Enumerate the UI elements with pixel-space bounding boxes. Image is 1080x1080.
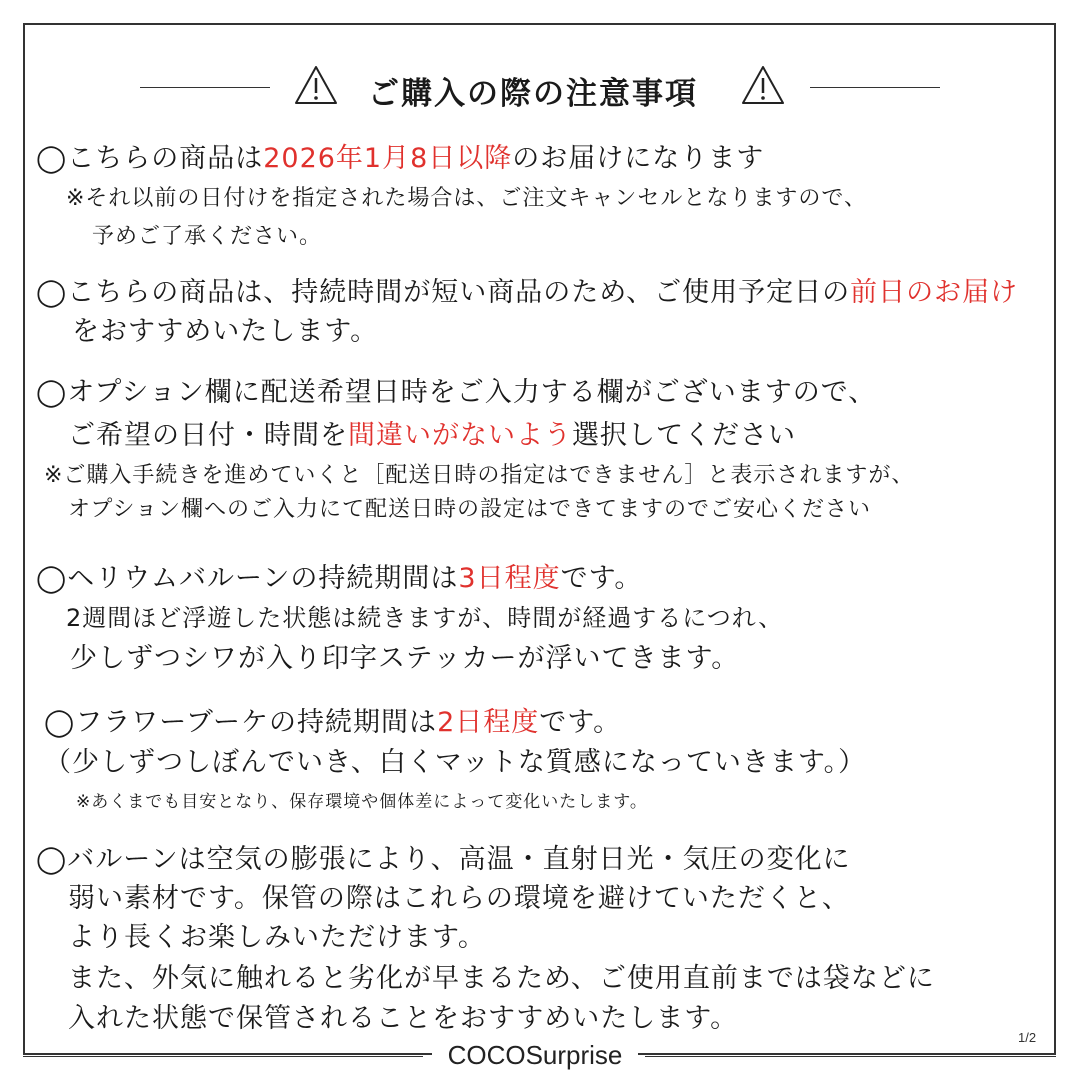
notice-bouquet-duration (44, 700, 621, 739)
page-title: ご購入の際の注意事項 (368, 76, 698, 112)
notice-text: 少しずつシワが入り印字ステッカーが浮いてきます。 (70, 643, 740, 674)
notice-text: 選択してください (572, 420, 796, 451)
notice-text: 弱い素材です。保管の際はこれらの環境を避けていただくと、 (68, 883, 850, 914)
notice-balloon-storage: ◯バルーンは空気の膨張により、高温・直射日光・気圧の変化に (36, 844, 851, 875)
notice-text: 入れた状態で保管されることをおすすめいたします。 (68, 1003, 739, 1034)
notice-note: ※ご購入手続きを進めていくと［配送日時の指定はできません］と表示されますが、 (44, 463, 915, 488)
highlight-text: 2026年1月8日以降 (263, 143, 513, 174)
title-row (0, 62, 1080, 112)
notice-delivery-date (36, 136, 764, 175)
notice-note: オプション欄へのご入力にて配送日時の設定はできてますのでご安心ください (68, 497, 872, 522)
notice-text: です。 (560, 563, 643, 594)
notice-note: ※あくまでも目安となり、保存環境や個体差によって変化いたします。 (76, 792, 648, 812)
brand-logo: COCOSurprise (432, 1040, 638, 1071)
notice-note: ※それ以前の日付けを指定された場合は、ご注文キャンセルとなりますので、 (66, 186, 867, 211)
notice-text: です。 (539, 707, 622, 738)
notice-text: ご希望の日付・時間を (68, 420, 348, 451)
highlight-text: 間違いがないよう (348, 420, 572, 451)
highlight-text: 2日程度 (437, 707, 540, 738)
page-number: 1/2 (1018, 1030, 1037, 1045)
notice-option-line2 (68, 413, 796, 452)
notice-text: ◯フラワーブーケの持続期間は (44, 707, 438, 738)
notice-balloon-duration (36, 556, 642, 595)
title-divider-right (810, 87, 940, 88)
notice-text: ◯こちらの商品は (36, 143, 264, 174)
notice-text: より長くお楽しみいただけます。 (68, 922, 486, 953)
notice-text: 2週間ほど浮遊した状態は続きますが、時間が経過するにつれ、 (66, 604, 784, 632)
notice-option-field: ◯オプション欄に配送希望日時をご入力する欄がございますので、 (36, 377, 877, 408)
highlight-text: 前日のお届け (850, 277, 1019, 308)
footer-divider-left (23, 1056, 423, 1057)
notice-text: （少しずつしぼんでいき、白くマットな質感になっていきます。） (44, 747, 867, 778)
notice-short-duration (36, 270, 1018, 309)
notice-text: のお届けになります (512, 143, 765, 174)
notice-text: ◯こちらの商品は、持続時間が短い商品のため、ご使用予定日の (36, 277, 851, 308)
notice-note: 予めご了承ください。 (92, 224, 323, 249)
notice-text: をおすすめいたします。 (72, 316, 379, 347)
warning-icon (293, 64, 339, 106)
footer-divider-right (645, 1056, 1056, 1057)
notice-text: ◯ヘリウムバルーンの持続期間は (36, 563, 459, 594)
warning-icon (740, 64, 786, 106)
title-divider-left (140, 87, 270, 88)
highlight-text: 3日程度 (458, 563, 561, 594)
notice-text: また、外気に触れると劣化が早まるため、ご使用直前までは袋などに (68, 963, 935, 994)
